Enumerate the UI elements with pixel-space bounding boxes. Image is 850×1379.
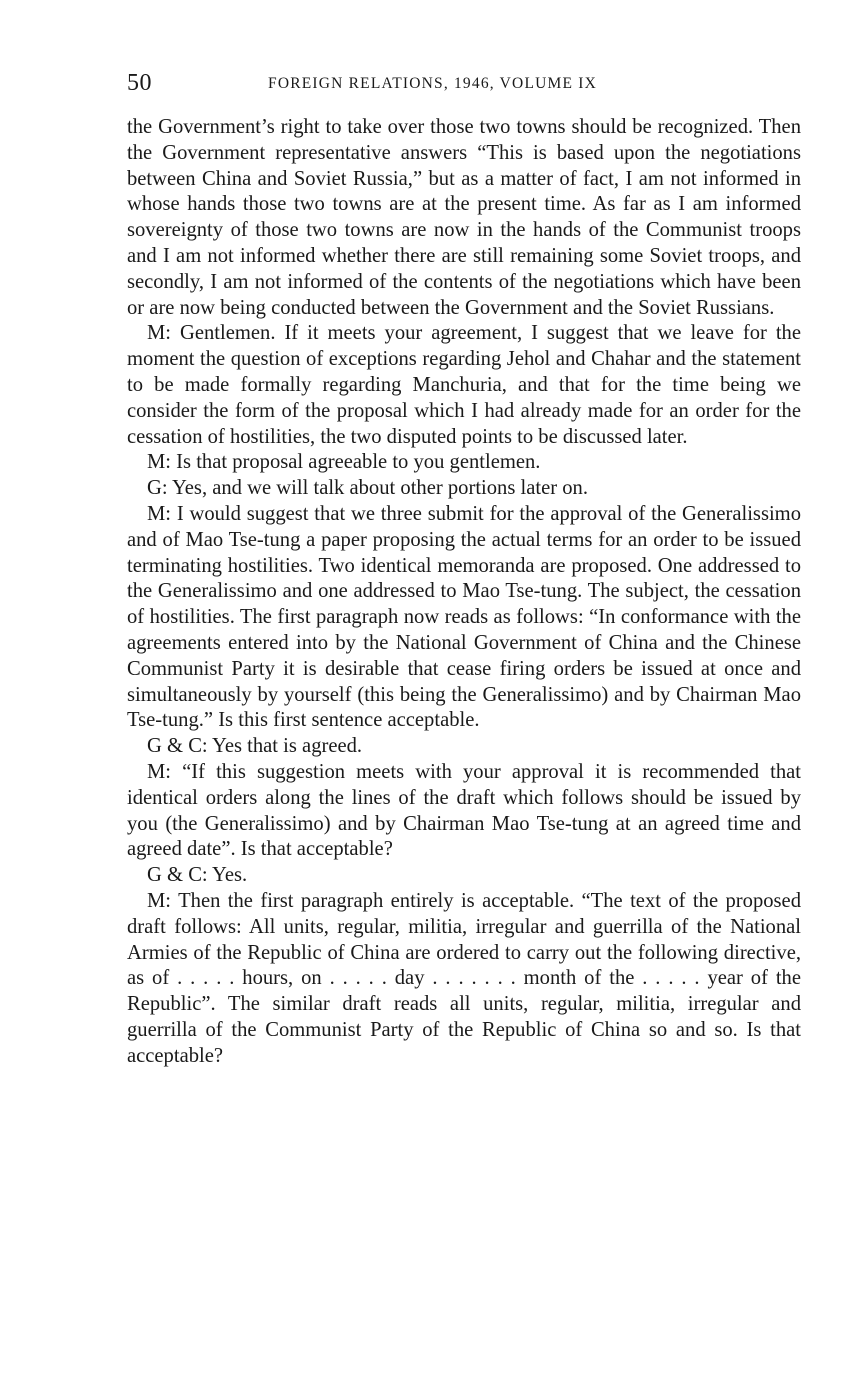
running-head: FOREIGN RELATIONS, 1946, VOLUME IX (268, 75, 597, 92)
paragraph: M: Then the first paragraph entirely is acceptable. “The text of the proposed draft follows: All units, regular, militia, irregular and guerrilla of the National Armies of the Republic of China are ordered to carry out the following directive, as of . . . . . hours, on . . . . . day . . . . . . . month of the . . . . . year of the Republic”. The similar draft reads all units, regular, militia, irregular and guerrilla of the Communist Party of the Republic of China so and so. Is that acceptable? (127, 889, 801, 1067)
paragraph: M: “If this suggestion meets with your approval it is recommended that identical orders along the lines of the draft which follows should be issued by you (the Generalissimo) and by Chairman Mao Tse-tung at an agreed time and agreed date”. Is that acceptable? (127, 760, 801, 861)
body-text (127, 115, 801, 1069)
paragraph: M: Gentlemen. If it meets your agreement, I suggest that we leave for the moment the question of exceptions regarding Jehol and Chahar and the statement to be made formally regarding Manchuria, and that for the time being we consider the form of the proposal which I had already made for an order for the cessation of hostilities, the two disputed points to be discussed later. (127, 322, 801, 448)
paragraph: M: Is that proposal agreeable to you gentlemen. (147, 451, 541, 474)
paragraph: M: I would suggest that we three submit for the approval of the Generalissimo and of Mao Tse-tung a paper proposing the actual terms for an order to be issued terminating hostilities. Two identical memoranda are proposed. One addressed to the Generalissimo and one addressed to Mao Tse-tung. The subject, the cessation of hostilities. The first paragraph now reads as follows: “In conformance with the agreements entered into by the National Government of China and the Chinese Communist Party it is desirable that cease firing orders be issued at once and simultaneously by yourself (this being the Generalissimo) and by Chairman Mao Tse-tung.” Is this first sentence acceptable. (127, 502, 801, 732)
paragraph: the Government’s right to take over those two towns should be recognized. Then the Government representative answers “This is based upon the negotiations between China and Soviet Russia,” but as a matter of fact, I am not informed in whose hands those two towns are at the present time. As far as I am informed sovereignty of those two towns are now in the hands of the Communist troops and I am not informed whether there are still remaining some Soviet troops, and secondly, I am not informed of the contents of the negotiations which have been or are now being conducted between the Government and the Soviet Russians. (127, 116, 801, 319)
paragraph: G & C: Yes that is agreed. (147, 735, 363, 758)
paragraph: G & C: Yes. (147, 864, 248, 887)
paragraph: G: Yes, and we will talk about other portions later on. (147, 477, 588, 500)
page-number: 50 (127, 70, 152, 96)
